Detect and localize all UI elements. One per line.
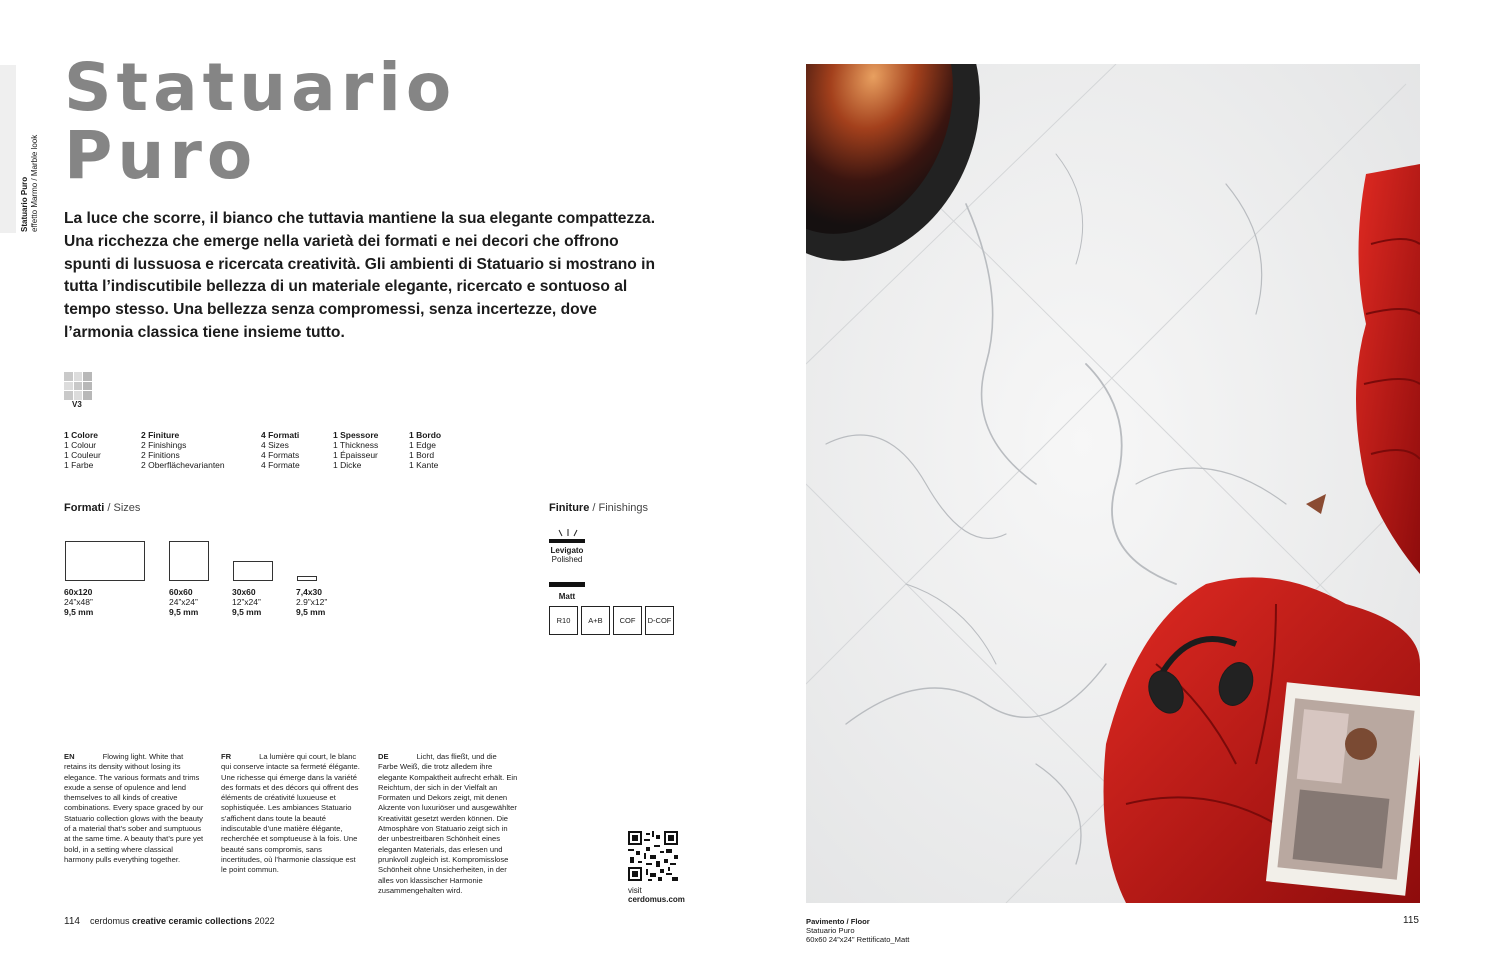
qr-code-icon[interactable] bbox=[628, 831, 678, 881]
spine-text bbox=[20, 135, 40, 232]
size-7x30-shape bbox=[297, 576, 317, 581]
color-swatch-icon bbox=[64, 372, 92, 400]
cert-r10-badge: R10 bbox=[549, 606, 578, 635]
text-column-fr: FR La lumière qui court, le blanc qui conserve intacte sa fermeté élégante. Une richesse qui émerge dans la variété des formats et des décors qui offrent des éléments de créativité luxueuse et sophistiquée. Les ambiances Statuario s’affichent dans toute la beauté indiscutable d’une matière élégante, recherchée et somptueuse à la fois. Une beauté sans compromis, sans incertitudes, où l’harmonie classique est le point commun. bbox=[221, 752, 360, 875]
polished-finish-icon bbox=[549, 539, 585, 543]
spec-colors: 1 Colore 1 Colour 1 Couleur 1 Farbe bbox=[64, 430, 101, 470]
visit-link[interactable]: visit cerdomus.com bbox=[628, 886, 685, 904]
page-number-left: 114 bbox=[64, 916, 80, 927]
cert-ab-badge: A+B bbox=[581, 606, 610, 635]
title-line-1: Statuario bbox=[64, 49, 457, 126]
spec-edge: 1 Bordo 1 Edge 1 Bord 1 Kante bbox=[409, 430, 442, 470]
magazine-icon bbox=[1266, 682, 1420, 896]
size-60x120-shape bbox=[65, 541, 145, 581]
size-60x120-label: 60x120 24”x48” 9,5 mm bbox=[64, 587, 94, 617]
swatch-label: V3 bbox=[72, 400, 82, 409]
finish-matt-label: Matt bbox=[558, 592, 576, 601]
photo-caption: Pavimento / Floor Statuario Puro 60x60 24”x24” Rettificato_Matt bbox=[806, 917, 910, 944]
finishes-heading: Finiture / Finishings bbox=[549, 502, 649, 514]
spine-bar bbox=[0, 65, 16, 233]
page-number-right: 115 bbox=[1403, 915, 1419, 926]
finish-polished-label: Levigato Polished bbox=[550, 546, 584, 564]
size-30x60-label: 30x60 12”x24” 9,5 mm bbox=[232, 587, 262, 617]
matt-finish-icon bbox=[549, 582, 585, 587]
size-30x60-shape bbox=[233, 561, 273, 581]
footer-left: 114 cerdomus creative ceramic collections 2022 bbox=[64, 916, 275, 927]
text-column-de: DE Licht, das fließt, und die Farbe Weiß, die trotz alledem ihre elegante Kompaktheit aufrecht erhält. Ein Reichtum, der sich in der Vielfalt an Formaten und Dekors zeigt, mit denen Akzente von luxuriöser und ausgewählter Kreativität gesetzt werden können. Die Atmosphäre von Statuario zeigt sich in der unbestreitbaren Schönheit eines eleganten Materials, das erlesen und prunkvoll zugleich ist. Kompromisslose Schönheit ohne Unsicherheiten, in der alles von klassischer Harmonie zusammengehalten wird. bbox=[378, 752, 518, 895]
spec-finishes: 2 Finiture 2 Finishings 2 Finitions 2 Oberflächevarianten bbox=[141, 430, 225, 470]
intro-paragraph: La luce che scorre, il bianco che tuttavia mantiene la sua elegante compattezza. Una ricchezza che emerge nella varietà dei formati e nei decori che offrono spunti di lussuosa e ricercata creatività. Gli ambienti di Statuario si mostrano in tutta l’indiscutibile bellezza di un materiale elegante, ricercato e sontuoso al tempo stesso. Una bellezza senza compromessi, senza incertezze, dove l’armonia classica tiene insieme tutto. bbox=[64, 210, 656, 341]
polished-shine-icon bbox=[556, 529, 580, 537]
spec-thickness: 1 Spessore 1 Thickness 1 Épaisseur 1 Dicke bbox=[333, 430, 379, 470]
size-60x60-label: 60x60 24”x24” 9,5 mm bbox=[169, 587, 199, 617]
interior-photo bbox=[806, 64, 1420, 903]
page-title bbox=[64, 49, 457, 194]
size-7x30-label: 7,4x30 2.9”x12” 9,5 mm bbox=[296, 587, 328, 617]
cert-dcof-badge: D-COF bbox=[645, 606, 674, 635]
text-column-en: EN Flowing light. White that retains its density without losing its elegance. The various formats and trims exude a sense of opulence and lend themselves to all kinds of creative combinations. Every space graced by our Statuario collection glows with the beauty of a material that’s sober and sumptuous at the same time. A beauty that’s pure yet bold, in a setting where classical harmony pulls everything together. bbox=[64, 752, 204, 864]
spine-title: Statuario Puro bbox=[20, 176, 29, 232]
title-line-2: Puro bbox=[64, 117, 258, 194]
spec-sizes: 4 Formati 4 Sizes 4 Formats 4 Formate bbox=[261, 430, 300, 470]
size-60x60-shape bbox=[169, 541, 209, 581]
cert-cof-badge: COF bbox=[613, 606, 642, 635]
sizes-heading: Formati / Sizes bbox=[64, 502, 141, 514]
spine-subtitle: effetto Marmo / Marble look bbox=[30, 134, 39, 232]
